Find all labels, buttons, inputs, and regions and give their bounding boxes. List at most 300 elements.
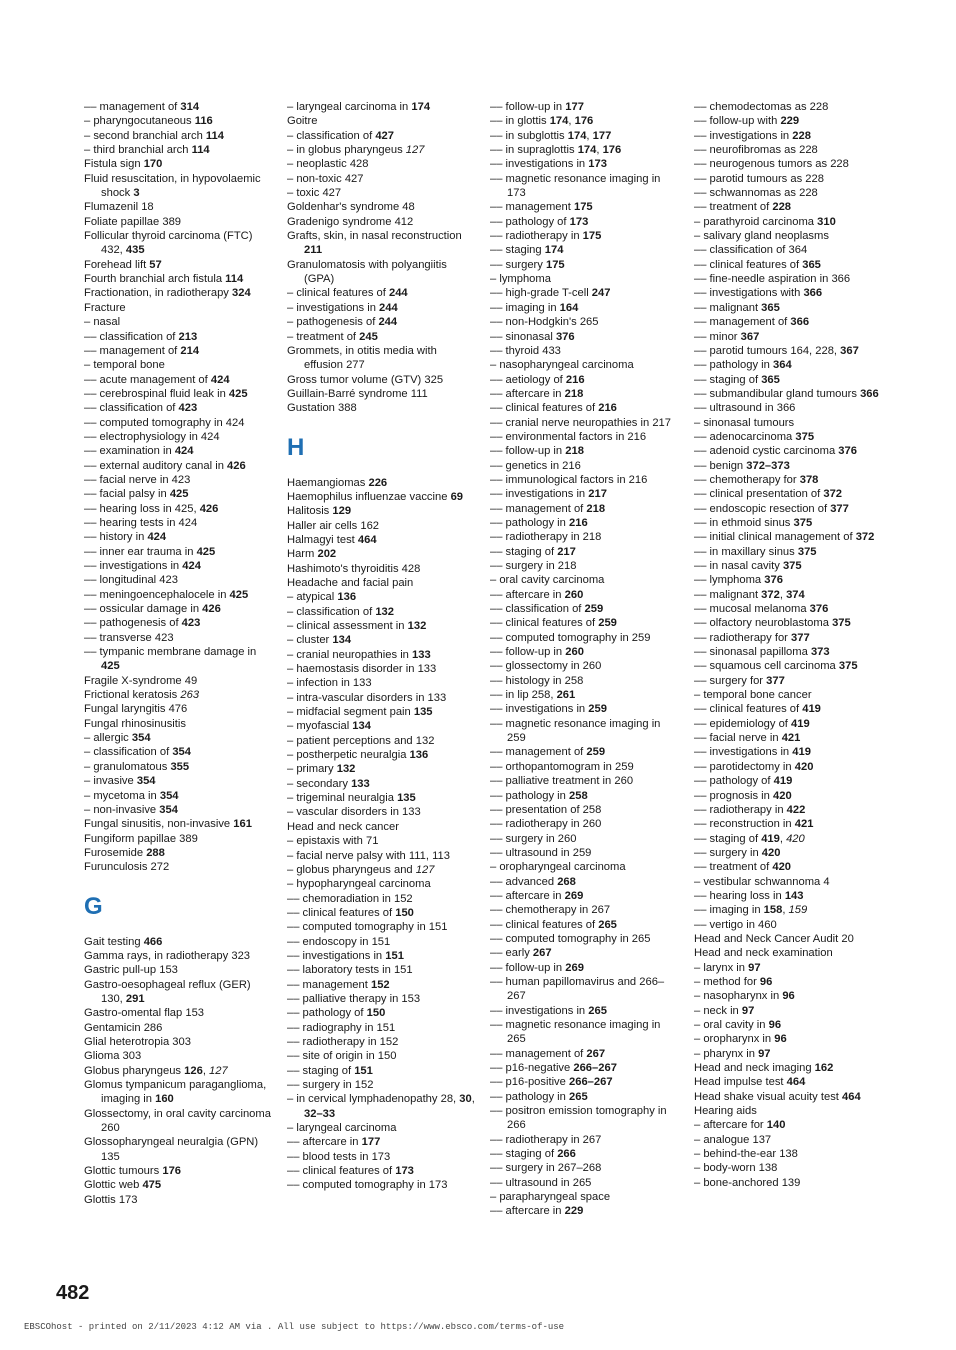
entry-text: Harm (287, 548, 318, 561)
index-entry (490, 401, 680, 415)
index-entry (84, 229, 274, 258)
entry-text: – neck in (694, 1004, 742, 1017)
index-entry (490, 487, 680, 501)
index-entry (490, 774, 680, 788)
entry-text: –– in lip 258, (490, 689, 557, 702)
index-entry (694, 774, 884, 788)
entry-bold-page: 354 (159, 803, 178, 816)
entry-text: –– in nasal cavity (694, 560, 783, 572)
entry-bold-page: 376 (555, 330, 575, 343)
entry-bold-page: 420 (794, 760, 814, 773)
index-entry (490, 172, 680, 201)
index-entry (490, 530, 680, 544)
entry-text: –– chemotherapy for (694, 473, 800, 486)
index-entry (490, 688, 680, 702)
index-entry (694, 387, 884, 401)
entry-text: –– in ethmoid sinus (694, 516, 794, 529)
index-entry (287, 330, 477, 344)
index-entry (694, 1118, 884, 1132)
index-entry (694, 875, 884, 889)
index-entry (84, 258, 274, 272)
entry-bold-page: 475 (142, 1179, 162, 1192)
entry-text: –– follow-up in (490, 646, 566, 659)
index-entry (490, 157, 680, 171)
entry-bold-page: 374 (786, 588, 805, 601)
index-entry (490, 846, 680, 860)
entry-bold-page: 32–33 (304, 1107, 336, 1120)
index-entry (490, 315, 680, 329)
entry-text: –– clinical features of (694, 703, 803, 716)
index-entry (287, 1021, 477, 1035)
index-entry (287, 992, 477, 1006)
entry-text: –– classification of (84, 330, 179, 343)
index-entry (287, 200, 477, 214)
entry-bold-page: 354 (172, 746, 191, 759)
entry-text: Gastric pull-up 153 (84, 964, 178, 977)
entry-bold-page: 464 (842, 1090, 861, 1103)
index-entry (84, 731, 274, 745)
index-entry (84, 1193, 274, 1207)
entry-text: –– pathology in (490, 1090, 569, 1103)
entry-text: Fluid resuscitation, in hypovolaemic shock (84, 172, 261, 200)
entry-text: – vascular disorders in 133 (287, 806, 421, 819)
index-entry: –– in supraglottis 174, 176 (490, 144, 622, 157)
index-entry (694, 100, 884, 114)
index-entry (694, 688, 884, 702)
entry-text: –– pathology of (287, 1007, 367, 1020)
index-entry (694, 760, 884, 774)
index-entry (287, 978, 477, 992)
entry-text: Gastro-oesophageal reflux (GER) 130, (84, 978, 251, 1005)
index-entry (694, 143, 884, 157)
entry-text: –– endoscopy in 151 (287, 935, 391, 948)
index-entry (287, 476, 477, 490)
index-entry (84, 157, 274, 171)
index-entry (694, 416, 884, 430)
entry-bold-page: 133 (412, 648, 431, 661)
index-entry (490, 358, 680, 372)
entry-bold-page: 372 (855, 531, 875, 544)
entry-text: – temporal bone (84, 359, 165, 372)
entry-italic-page: 127 (415, 863, 435, 876)
index-entry (287, 691, 477, 705)
index-entry (694, 659, 884, 673)
entry-bold-page: 420 (772, 861, 792, 874)
index-entry (490, 573, 680, 587)
footer-note: EBSCOhost - printed on 2/11/2023 4:12 AM via . All use subject to https://www.ebsco.com/terms-of-use (24, 1322, 565, 1332)
entry-text: –– staging of (490, 545, 558, 558)
entry-text: Glomus tympanicum paraganglioma, imaging in (84, 1079, 267, 1106)
index-entry (490, 616, 680, 630)
page-number: 482 (56, 1282, 90, 1304)
index-column-4 (694, 100, 884, 1190)
entry-bold-page: 175 (582, 230, 602, 243)
index-entry (694, 832, 884, 846)
entry-text: – sinonasal tumours (694, 416, 795, 429)
index-entry (694, 545, 884, 559)
index-entry (490, 330, 680, 344)
entry-text: Furosemide (84, 846, 147, 859)
index-entry (84, 1064, 274, 1078)
entry-text: –– cranial nerve neuropathies in 217 (490, 416, 671, 429)
entry-bold-page: 114 (205, 129, 224, 142)
entry-text: – vestibular schwannoma 4 (694, 875, 830, 888)
entry-text: –– magnetic resonance imaging in 265 (490, 1019, 661, 1046)
index-entry (84, 444, 274, 458)
section-letter: H (287, 433, 305, 461)
entry-text: –– aftercare in (490, 1205, 565, 1218)
index-entry (84, 588, 274, 602)
entry-text: Follicular thyroid carcinoma (FTC) 432, (84, 230, 253, 257)
entry-italic-page: 159 (788, 904, 808, 917)
entry-text: Goitre (287, 115, 318, 128)
index-entry (84, 1006, 274, 1020)
entry-text: –– laboratory tests in 151 (287, 964, 413, 977)
entry-text: –– immunological factors in 216 (490, 473, 648, 486)
entry-text: – pathogenesis of (287, 316, 379, 329)
index-entry (490, 1190, 680, 1204)
index-entry (694, 1061, 884, 1075)
index-entry (490, 903, 680, 917)
index-entry (287, 963, 477, 977)
entry-bold-page: 259 (584, 603, 604, 616)
index-entry (84, 172, 274, 201)
entry-bold-page: 211 (304, 244, 323, 257)
entry-text: –– p16-negative (490, 1062, 574, 1075)
entry-text: –– hearing tests in 424 (84, 516, 198, 529)
index-entry (490, 373, 680, 387)
entry-bold-page: 426 (199, 502, 219, 515)
index-entry (694, 961, 884, 975)
entry-text: –– staging of (490, 1148, 558, 1161)
index-entry (287, 1049, 477, 1063)
index-entry (694, 487, 884, 501)
entry-bold-page: 377 (766, 674, 785, 687)
entry-bold-page: 424 (182, 560, 201, 572)
entry-text: –– investigations in (694, 129, 793, 142)
index-entry (287, 114, 477, 128)
index-entry (694, 1004, 884, 1018)
entry-bold-page: 174 (549, 115, 569, 128)
entry-bold-page: 213 (178, 330, 198, 343)
entry-text: –– staging (490, 244, 545, 257)
entry-text: –– palliative treatment in 260 (490, 775, 634, 788)
index-entry (84, 846, 274, 860)
index-entry (84, 330, 274, 344)
entry-text: –– high-grade T-cell (490, 287, 592, 300)
index-entry (694, 1075, 884, 1089)
index-entry (694, 631, 884, 645)
entry-text: –– treatment of (694, 201, 773, 214)
entry-text: –– imaging in (490, 301, 560, 314)
index-entry (84, 602, 274, 616)
entry-bold-page: 164 (559, 301, 579, 314)
entry-text: –– histology in 258 (490, 674, 584, 687)
entry-text: –– radiotherapy in 267 (490, 1133, 602, 1146)
entry-bold-page: 247 (591, 287, 611, 300)
entry-bold-page: 97 (741, 1004, 755, 1017)
entry-bold-page: 424 (147, 531, 167, 544)
entry-bold-page: 151 (385, 949, 404, 962)
entry-bold-page: 244 (379, 301, 398, 314)
index-entry (84, 702, 274, 716)
entry-bold-page: 419 (773, 775, 793, 788)
entry-bold-page: 423 (178, 402, 198, 415)
index-entry (287, 504, 477, 518)
entry-text: –– management of (490, 1047, 587, 1060)
index-entry (490, 559, 680, 573)
entry-text: –– chemotherapy in 267 (490, 904, 611, 917)
entry-text: –– pathology in (490, 516, 569, 529)
entry-text: – nasal (84, 316, 121, 329)
index-entry: –– in subglottis 174, 177 (490, 129, 612, 142)
index-entry (694, 129, 884, 143)
index-entry (84, 416, 274, 430)
entry-text: – laryngeal carcinoma (287, 1122, 397, 1135)
entry-text: –– imaging in (694, 904, 764, 917)
index-entry (490, 789, 680, 803)
entry-bold-page: 202 (317, 548, 337, 561)
entry-bold-page: 419 (791, 717, 810, 730)
index-entry (694, 702, 884, 716)
index-entry (84, 1135, 274, 1164)
entry-text: –– computed tomography in 259 (490, 631, 651, 644)
index-entry (490, 473, 680, 487)
entry-bold-page: 162 (814, 1062, 834, 1075)
entry-text: –– p16-positive (490, 1076, 569, 1089)
index-entry (84, 344, 274, 358)
entry-bold-page: 365 (761, 373, 780, 386)
index-entry (287, 834, 477, 848)
index-entry (490, 1004, 680, 1018)
index-entry (287, 705, 477, 719)
index-entry (84, 745, 274, 759)
entry-text: –– classification of (84, 402, 179, 415)
entry-text: Hashimoto's thyroiditis 428 (287, 562, 421, 575)
entry-bold-page: 175 (545, 258, 565, 271)
index-entry (84, 401, 274, 415)
entry-bold-page: 376 (809, 603, 829, 616)
entry-bold-page: 435 (125, 244, 145, 257)
index-entry (84, 1078, 274, 1107)
entry-bold-page: 259 (598, 617, 617, 630)
entry-text: – patient perceptions and 132 (287, 734, 435, 747)
entry-text: Gross tumor volume (GTV) 325 (287, 373, 444, 386)
entry-text: –– parotid tumours 164, 228, (694, 344, 841, 357)
index-entry (490, 1090, 680, 1104)
index-entry (490, 961, 680, 975)
index-entry (287, 1064, 477, 1078)
index-entry: – in cervical lymphadenopathy 28, 30, 32–33 (287, 1093, 475, 1120)
entry-text: Granulomatosis with polyangiitis (GPA) (287, 258, 447, 286)
index-entry (490, 229, 680, 243)
entry-text: –– longitudinal 423 (84, 574, 178, 587)
entry-text: –– epidemiology of (694, 717, 792, 730)
entry-text: – myofascial (287, 720, 353, 733)
index-entry (694, 1032, 884, 1046)
entry-italic-page: 127 (405, 144, 425, 157)
entry-text: –– investigations in (490, 158, 589, 171)
index-entry (84, 114, 274, 128)
entry-bold-page: 173 (569, 215, 589, 228)
entry-italic-page: 420 (786, 832, 805, 845)
index-entry (84, 487, 274, 501)
entry-text: –– investigations with (694, 287, 804, 300)
index-entry (287, 648, 477, 662)
index-entry (490, 1018, 680, 1047)
index-column-1 (84, 100, 274, 1207)
entry-text: – oral cavity in (694, 1019, 769, 1031)
index-entry (287, 590, 477, 604)
entry-text: –– presentation of 258 (490, 803, 602, 816)
index-entry (490, 918, 680, 932)
entry-text: –– cerebrospinal fluid leak in (84, 387, 229, 400)
index-entry (490, 459, 680, 473)
entry-bold-page: 375 (797, 545, 817, 558)
entry-bold-page: 214 (180, 344, 200, 357)
entry-text: –– electrophysiology in 424 (84, 430, 220, 443)
index-entry (490, 387, 680, 401)
entry-text: –– positron emission tomography in 266 (490, 1105, 667, 1132)
index-entry (694, 975, 884, 989)
index-entry (490, 817, 680, 831)
index-entry (490, 946, 680, 960)
entry-bold-page: 216 (565, 373, 585, 386)
entry-text: Fractionation, in radiotherapy (84, 287, 233, 300)
entry-text: –– fine-needle aspiration in 366 (694, 273, 851, 286)
index-entry (287, 258, 477, 287)
entry-bold-page: 267 (532, 947, 552, 960)
index-entry (694, 272, 884, 286)
entry-text: Hearing aids (694, 1105, 757, 1118)
entry-text: Gastro-omental flap 153 (84, 1007, 205, 1020)
entry-text: –– malignant (694, 301, 762, 314)
entry-text: –– human papillomavirus and 266–267 (490, 975, 665, 1003)
entry-text: –– pathology in (490, 789, 569, 802)
entry-text: – toxic 427 (287, 187, 342, 200)
index-entry (490, 258, 680, 272)
entry-bold-page: 354 (131, 732, 151, 745)
index-entry (694, 1161, 884, 1175)
entry-text: –– follow-up in (490, 445, 566, 458)
index-entry (490, 645, 680, 659)
entry-text: –– investigations in (490, 703, 589, 716)
index-entry (287, 633, 477, 647)
entry-text: –– meningoencephalocele in (84, 588, 230, 601)
index-entry (694, 286, 884, 300)
entry-text: Grommets, in otitis media with effusion 277 (287, 344, 437, 372)
entry-bold-page: 425 (228, 387, 248, 400)
index-entry (490, 860, 680, 874)
index-entry (287, 877, 477, 891)
index-entry (490, 272, 680, 286)
entry-text: –– benign (694, 459, 747, 472)
index-entry (694, 530, 884, 544)
entry-text: –– management of (694, 316, 791, 329)
index-entry (84, 616, 274, 630)
index-entry (694, 401, 884, 415)
entry-text: –– prognosis in (694, 789, 773, 802)
entry-text: Halitosis (287, 505, 333, 518)
entry-text: –– computed tomography in 151 (287, 921, 448, 934)
entry-text: –– chemodectomas as 228 (694, 101, 829, 113)
entry-text: – treatment of (287, 330, 360, 343)
index-entry (490, 631, 680, 645)
entry-text: Guillain-Barré syndrome 111 (287, 387, 428, 400)
entry-bold-page: 97 (758, 1047, 771, 1060)
index-entry (694, 473, 884, 487)
entry-bold-page: 135 (397, 792, 416, 805)
entry-bold-page: 365 (802, 258, 821, 271)
index-entry (694, 946, 884, 960)
entry-text: Foliate papillae 389 (84, 215, 182, 228)
index-entry (694, 243, 884, 257)
entry-text: –– hearing loss in 425, (84, 502, 200, 515)
entry-bold-page: 269 (564, 889, 584, 902)
index-entry (694, 114, 884, 128)
entry-text: – cranial neuropathies in (287, 648, 413, 661)
index-entry (84, 717, 274, 731)
entry-text: Halmagyi test (287, 533, 358, 546)
entry-bold-page: 152 (370, 978, 390, 991)
index-entry (287, 373, 477, 387)
entry-text: – third branchial arch (84, 144, 192, 157)
index-entry (694, 932, 884, 946)
entry-bold-page: 265 (588, 1004, 607, 1017)
index-entry (84, 631, 274, 645)
entry-text: Fungal rhinosinusitis (84, 717, 186, 730)
entry-text: –– adenocarcinoma (694, 430, 796, 443)
index-entry (287, 662, 477, 676)
entry-text: Head shake visual acuity test (694, 1090, 842, 1103)
entry-text: –– management of (84, 101, 181, 113)
entry-text: –– in subglottis (490, 129, 568, 142)
index-entry (84, 516, 274, 530)
index-entry (490, 1075, 680, 1089)
entry-bold-page: 367 (740, 330, 760, 343)
entry-text: –– olfactory neuroblastoma (694, 617, 833, 630)
index-entry (694, 889, 884, 903)
index-entry (84, 1178, 274, 1192)
entry-text: –– clinical presentation of (694, 488, 824, 501)
entry-bold-page: 217 (588, 488, 607, 501)
entry-text: –– follow-up in (490, 961, 566, 974)
index-entry (84, 129, 274, 143)
entry-text: –– computed tomography in 173 (287, 1179, 448, 1192)
entry-text: –– examination in (84, 445, 175, 458)
index-entry (84, 573, 274, 587)
entry-text: –– surgery in (694, 846, 762, 859)
index-entry (287, 1164, 477, 1178)
index-entry (490, 416, 680, 430)
entry-text: –– staging of (694, 832, 762, 845)
entry-bold-page: 354 (159, 789, 179, 802)
index-entry (694, 1047, 884, 1061)
entry-text: –– investigations in (287, 949, 386, 962)
entry-bold-page: 314 (180, 101, 200, 113)
entry-text: –– surgery in 267–268 (490, 1162, 602, 1175)
entry-text: – pharyngocutaneous (84, 115, 195, 128)
entry-bold-page: 376 (838, 445, 857, 458)
entry-text: –– radiotherapy in 218 (490, 531, 602, 544)
index-entry (84, 817, 274, 831)
entry-text: – aftercare for (694, 1119, 767, 1132)
index-entry (694, 989, 884, 1003)
entry-text: Furunculosis 272 (84, 861, 170, 874)
entry-text: Goldenhar's syndrome 48 (287, 201, 415, 214)
entry-text: – secondary (287, 777, 352, 790)
entry-text: –– orthopantomogram in 259 (490, 760, 634, 773)
